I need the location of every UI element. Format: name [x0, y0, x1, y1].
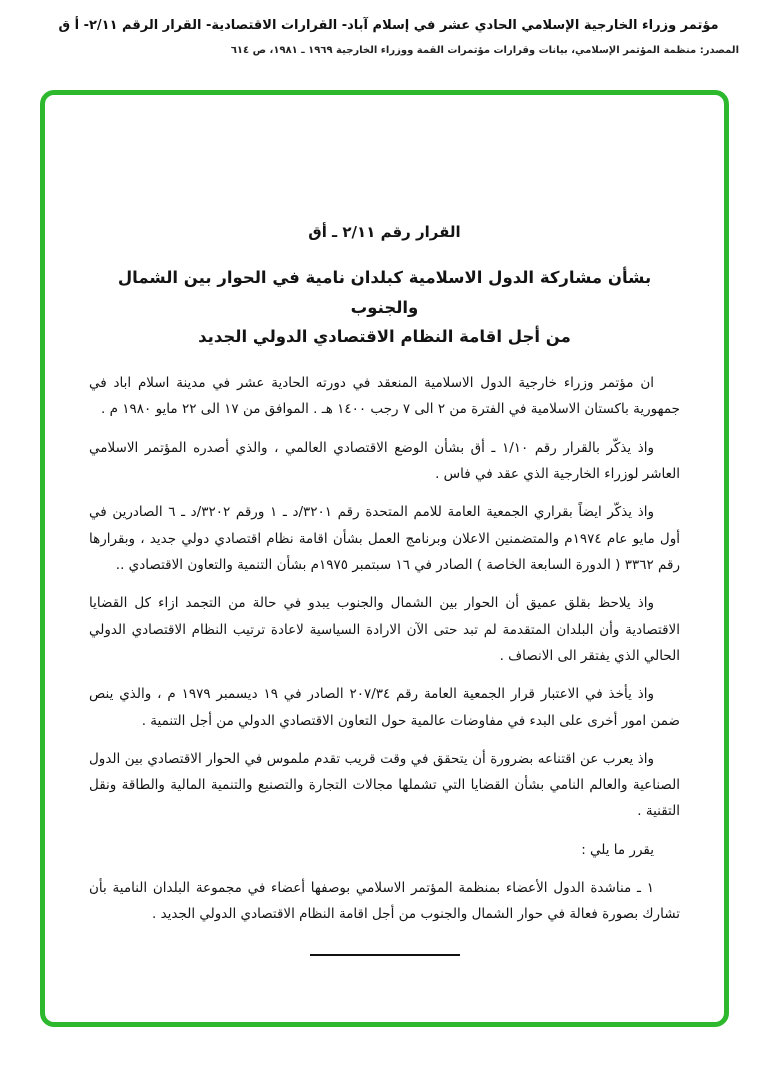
- page-header: [0, 0, 777, 58]
- resolution-body: [89, 370, 680, 928]
- decision-item-1: ١ ـ مناشدة الدول الأعضاء بمنظمة المؤتمر الاسلامي بوصفها أعضاء في مجموعة البلدان النامية بأن تشارك بصورة فعالة في حوار الشمال والجنوب من أجل اقامة النظام الاقتصادي الدولي الجديد .: [89, 880, 680, 923]
- paragraph-considering: واذ يأخذ في الاعتبار قرار الجمعية العامة رقم ٢٠٧/٣٤ الصادر في ١٩ ديسمبر ١٩٧٩ م ، والذي ينص ضمن امور أخرى على البدء في مفاوضات عالمية حول التعاون الاقتصادي الدولي من أجل التنمية .: [89, 686, 680, 729]
- header-title: مؤتمر وزراء الخارجية الإسلامي الحادي عشر في إسلام آباد- القرارات الاقتصادية- القرار الرقم ٢/١١- أ ق: [58, 18, 719, 33]
- resolution-title: [89, 263, 680, 352]
- green-border-document-frame: [40, 90, 729, 1027]
- paragraph-preamble: ان مؤتمر وزراء خارجية الدول الاسلامية المنعقد في دورته الحادية عشر في مدينة اسلام اباد في جمهورية باكستان الاسلامية في الفترة من ٢ الى ٧ رجب ١٤٠٠ هـ . الموافق من ١٧ الى ٢٢ مايو ١٩٨٠ م .: [89, 375, 680, 418]
- paragraph-expressing: واذ يعرب عن اقتناعه بضرورة أن يتحقق في وقت قريب تقدم ملموس في الحوار الاقتصادي بين الدول الصناعية والعالم النامي بشأن القضايا التي تشملها مجالات التجارة والتصنيع والتنمية المالية والطاقة ونقل التقنية .: [89, 750, 680, 820]
- resolution-title-line2: من أجل اقامة النظام الاقتصادي الدولي الجديد: [198, 327, 571, 347]
- resolution-title-line1: بشأن مشاركة الدول الاسلامية كبلدان نامية في الحوار بين الشمال والجنوب: [117, 268, 652, 317]
- paragraph-recalling-2: واذ يذكّر ايضاً بقراري الجمعية العامة للامم المتحدة رقم ٣٢٠١/د ـ ١ ورقم ٣٢٠٢/د ـ ٦ الصادرين في أول مايو عام ١٩٧٤م والمتضمنين الاعلان وبرنامج العمل بشأن اقامة نظام اقتصادي دولي جديد ، وبقرارها رقم ٣٣٦٢ ( الدورة السابعة الخاصة ) الصادر في ١٦ سبتمبر ١٩٧٥م بشأن التنمية والتعاون الاقتصادي ..: [89, 504, 680, 573]
- paragraph-recalling-1: واذ يذكّر بالقرار رقم ١/١٠ ـ أق بشأن الوضع الاقتصادي العالمي ، والذي أصدره المؤتمر الاسلامي العاشر لوزراء الخارجية الذي عقد في فاس .: [89, 439, 680, 482]
- resolution-number: القرار رقم ٢/١١ ـ أق: [308, 223, 461, 241]
- header-source-line: المصدر: منظمة المؤتمر الإسلامي، بيانات وقرارات مؤتمرات القمة ووزراء الخارجية ١٩٦٩ ـ ١٩٨١، ص ٦١٤: [230, 44, 739, 56]
- decision-intro: يقرر ما يلي :: [581, 841, 654, 858]
- paragraph-noting: واذ يلاحظ بقلق عميق أن الحوار بين الشمال والجنوب يبدو في حالة من التجمد ازاء كل القضايا الاقتصادية وأن البلدان المتقدمة لم تبد حتى الآن الارادة السياسية لاعادة ترتيب النظام الاقتصادي الدولي الحالي الذي يفتقر الى الانصاف .: [89, 595, 680, 664]
- end-of-text-rule: [310, 954, 460, 956]
- document-content: [45, 95, 724, 956]
